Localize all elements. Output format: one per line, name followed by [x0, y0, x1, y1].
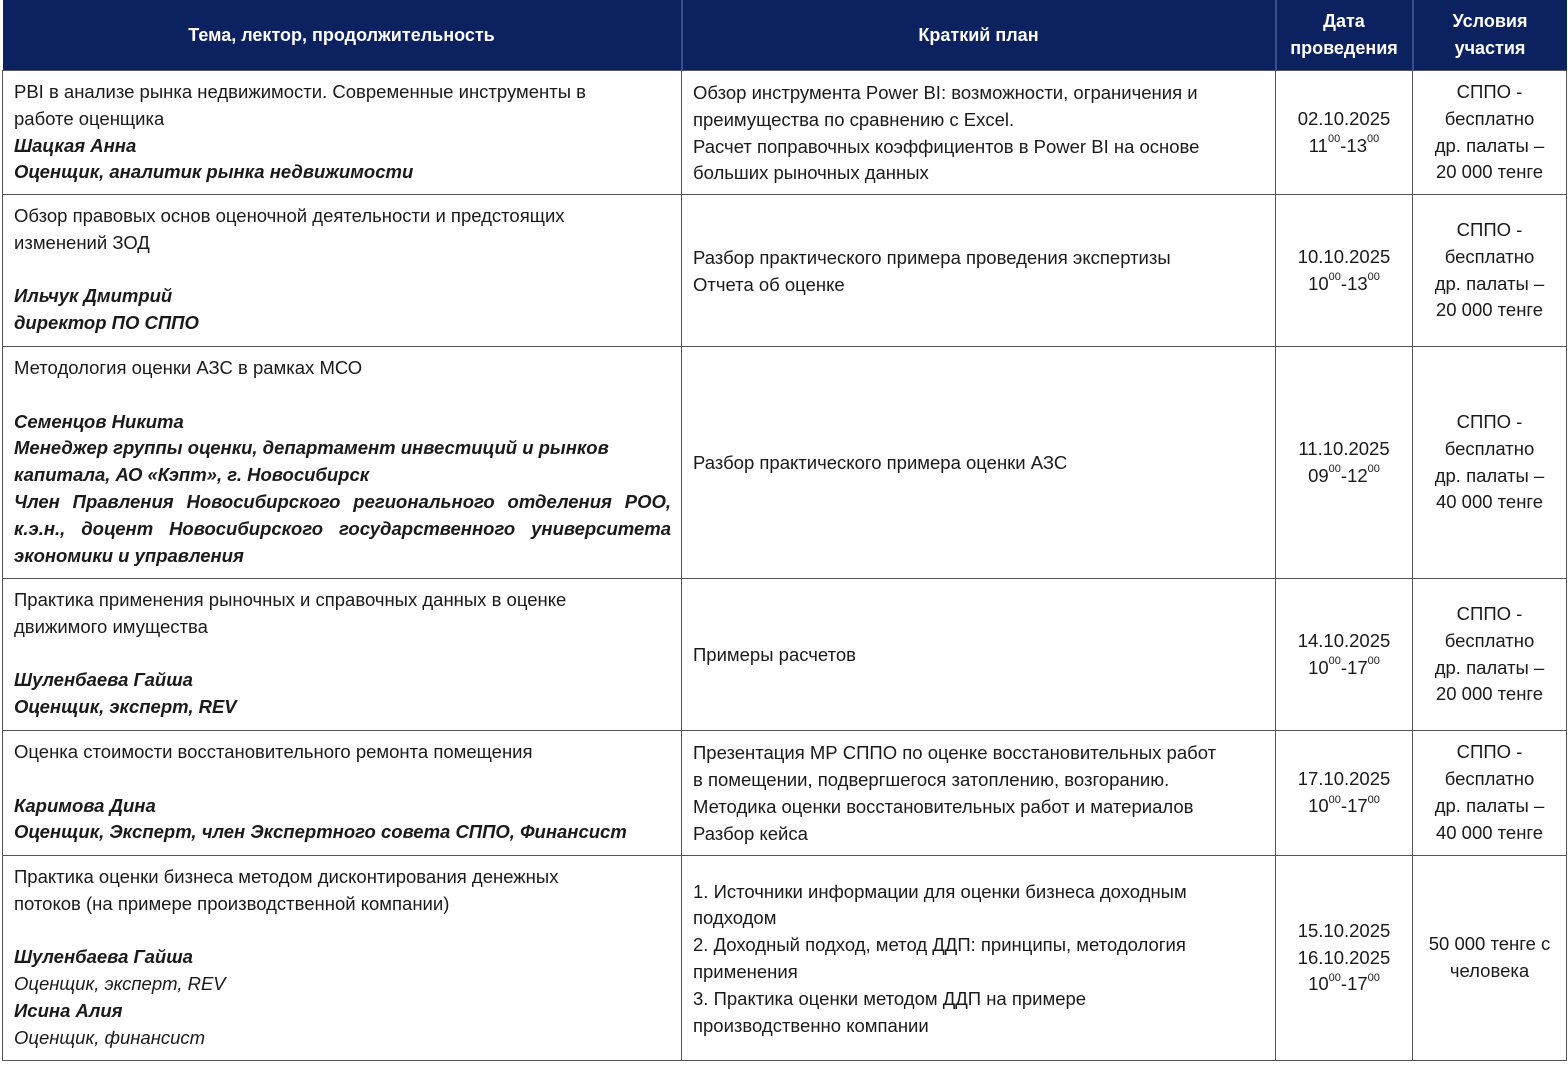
topic-cell [3, 579, 682, 731]
plan-line: в помещении, подвергшегося затоплению, возгоранию. [693, 769, 1170, 791]
plan-cell [682, 195, 1276, 347]
end-minutes: 00 [1367, 655, 1380, 668]
table-row [3, 856, 1567, 1061]
condition-line: др. палаты – [1434, 272, 1545, 294]
condition-line: др. палаты – [1434, 464, 1545, 486]
end-minutes: 00 [1367, 271, 1380, 284]
condition-line: 20 000 тенге [1435, 299, 1544, 321]
header-conditions [1413, 0, 1567, 71]
table-row [3, 195, 1567, 347]
end-hour: 12 [1347, 464, 1368, 486]
topic-line: Оценка стоимости восстановительного ремонта помещения [14, 741, 533, 762]
start-minutes: 00 [1328, 271, 1341, 284]
plan-line: преимущества по сравнению с Excel. [693, 108, 1015, 130]
date-line: 15.10.2025 [1297, 919, 1391, 941]
lecturer-line: Семенцов Никита [14, 410, 184, 432]
time-range: $11^{00}-13^{00}$ [1308, 133, 1380, 156]
date-line: 02.10.2025 [1297, 107, 1391, 129]
conditions-cell [1413, 71, 1567, 195]
start-minutes: 00 [1327, 133, 1341, 146]
date-cell [1276, 71, 1413, 195]
condition-line: бесплатно [1444, 629, 1535, 651]
plan-cell [682, 856, 1276, 1061]
plan-line: применения [693, 961, 798, 982]
start-minutes: 00 [1328, 463, 1341, 476]
conditions-cell [1413, 579, 1567, 731]
lecturer-line: Ильчук Дмитрий [14, 285, 173, 307]
time-range: $10^{00}-17^{00}$ [1308, 972, 1380, 995]
conditions-cell [1413, 347, 1567, 579]
conditions-cell [1413, 731, 1567, 856]
condition-line: др. палаты – [1434, 656, 1545, 678]
condition-line: бесплатно [1444, 768, 1535, 790]
date-line: 16.10.2025 [1297, 946, 1391, 968]
condition-line: СППО - [1456, 741, 1523, 763]
lecturer-role-line: Оценщик, эксперт, REV [14, 973, 226, 995]
plan-cell [682, 579, 1276, 731]
lecturer-line: Шацкая Анна [14, 134, 137, 156]
lecturer-line: директор ПО СППО [14, 312, 199, 334]
end-minutes: 00 [1367, 972, 1380, 985]
topic-line [14, 257, 671, 284]
plan-line: подходом [693, 907, 777, 929]
condition-line: 40 000 тенге [1435, 491, 1544, 513]
condition-line: бесплатно [1444, 107, 1535, 129]
plan-line: Разбор кейса [693, 822, 808, 844]
condition-line: 40 000 тенге [1435, 821, 1544, 843]
topic-line [14, 641, 671, 668]
date-line: 10.10.2025 [1297, 245, 1391, 267]
header-conditions-line: Условия [1452, 11, 1528, 31]
end-hour: 13 [1347, 272, 1368, 294]
topic-line: движимого имущества [14, 615, 208, 637]
topic-line: Практика оценки бизнеса методом дисконтирования денежных [14, 866, 559, 887]
lecturer-line: Член Правления Новосибирского регионального отделения РОО, [14, 490, 671, 512]
date-cell [1276, 731, 1413, 856]
plan-line: 1. Источники информации для оценки бизнеса доходным [693, 880, 1187, 902]
start-minutes: 00 [1328, 793, 1341, 806]
start-hour: 10 [1308, 973, 1329, 995]
header-row [3, 0, 1567, 71]
start-hour: 09 [1308, 464, 1329, 486]
plan-line: больших рыночных данных [693, 162, 929, 184]
date-cell [1276, 579, 1413, 731]
condition-line: СППО - [1456, 218, 1523, 240]
start-minutes: 00 [1328, 972, 1341, 985]
condition-line: др. палаты – [1434, 134, 1545, 156]
topic-line [14, 918, 671, 945]
plan-line: Обзор инструмента Power BI: возможности, ограничения и [693, 81, 1198, 103]
end-minutes: 00 [1367, 793, 1380, 806]
condition-line: бесплатно [1444, 437, 1535, 459]
time-range: $10^{00}-17^{00}$ [1308, 793, 1380, 816]
start-hour: 10 [1308, 795, 1329, 816]
start-minutes: 00 [1328, 655, 1341, 668]
plan-line: Примеры расчетов [693, 644, 856, 666]
topic-line [14, 766, 671, 793]
start-hour: 10 [1308, 272, 1329, 294]
topic-line [14, 382, 671, 409]
condition-line: человека [1449, 960, 1530, 981]
lecturer-line: экономики и управления [14, 544, 244, 566]
topic-cell [3, 731, 682, 856]
topic-cell [3, 195, 682, 347]
lecturer-line: Шуленбаева Гайша [14, 946, 193, 968]
condition-line: др. палаты – [1434, 795, 1545, 816]
lecturer-line: Шуленбаева Гайша [14, 669, 193, 691]
condition-line: 50 000 тенге с [1428, 933, 1551, 955]
header-date [1276, 0, 1413, 71]
condition-line: СППО - [1456, 410, 1523, 432]
topic-line: PBI в анализе рынка недвижимости. Современные инструменты в [14, 81, 586, 102]
topic-line: изменений ЗОД [14, 231, 150, 253]
end-hour: 13 [1346, 134, 1367, 156]
date-line: 14.10.2025 [1297, 629, 1391, 651]
lecturer-line: Менеджер группы оценки, департамент инвестиций и рынков [14, 437, 609, 459]
conditions-cell [1413, 856, 1567, 1061]
plan-line: Методика оценки восстановительных работ и материалов [693, 796, 1194, 817]
lecturer-role-line: Оценщик, финансист [14, 1026, 206, 1048]
plan-line: 2. Доходный подход, метод ДДП: принципы, методология [693, 934, 1186, 956]
plan-line: производственно компании [693, 1014, 929, 1036]
header-plan: Краткий план [682, 0, 1276, 71]
topic-cell [3, 71, 682, 195]
topic-line: Методология оценки АЗС в рамках МСО [14, 357, 363, 378]
end-hour: 17 [1347, 795, 1368, 816]
start-hour: 11 [1308, 134, 1328, 156]
topic-cell [3, 347, 682, 579]
plan-cell [682, 731, 1276, 856]
lecturer-line: Оценщик, аналитик рынка недвижимости [14, 161, 414, 183]
conditions-cell [1413, 195, 1567, 347]
plan-line: Разбор практического примера проведения экспертизы [693, 246, 1171, 268]
lecturer-line: Каримова Дина [14, 794, 156, 816]
plan-line: Расчет поправочных коэффициентов в Power BI на основе [693, 135, 1200, 157]
plan-cell [682, 347, 1276, 579]
end-minutes: 00 [1367, 463, 1380, 476]
header-date-line: Дата [1323, 11, 1365, 31]
lecturer-line: Исина Алия [14, 999, 123, 1021]
plan-cell [682, 71, 1276, 195]
time-range: $10^{00}-17^{00}$ [1308, 655, 1380, 678]
condition-line: 20 000 тенге [1435, 683, 1544, 705]
topic-line: Обзор правовых основ оценочной деятельности и предстоящих [14, 205, 565, 226]
seminar-schedule-table [2, 0, 1567, 1061]
table-row [3, 347, 1567, 579]
header-conditions-line: участия [1454, 38, 1526, 58]
table-row [3, 71, 1567, 195]
end-hour: 17 [1347, 973, 1368, 995]
lecturer-line: к.э.н., доцент Новосибирского государственного университета [14, 517, 671, 539]
plan-line: Отчета об оценке [693, 273, 845, 295]
end-hour: 17 [1347, 656, 1368, 678]
end-minutes: 00 [1366, 133, 1380, 146]
date-line: 11.10.2025 [1298, 437, 1390, 459]
lecturer-line: Оценщик, Эксперт, член Экспертного совета СППО, Финансист [14, 821, 627, 843]
table-row [3, 579, 1567, 731]
header-topic: Тема, лектор, продолжительность [3, 0, 682, 71]
date-cell [1276, 347, 1413, 579]
condition-line: 20 000 тенге [1435, 161, 1544, 183]
header-date-line: проведения [1290, 38, 1398, 58]
plan-line: Презентация МР СППО по оценке восстановительных работ [693, 742, 1217, 764]
plan-line: Разбор практического примера оценки АЗС [693, 452, 1068, 474]
condition-line: бесплатно [1444, 245, 1535, 267]
condition-line: СППО - [1456, 602, 1523, 624]
topic-line: потоков (на примере производственной компании) [14, 892, 450, 914]
lecturer-line: Оценщик, эксперт, REV [14, 696, 237, 718]
time-range: $09^{00}-12^{00}$ [1308, 463, 1380, 486]
condition-line: СППО - [1456, 80, 1523, 102]
table-row [3, 731, 1567, 856]
lecturer-line: капитала, АО «Кэпт», г. Новосибирск [14, 464, 370, 486]
topic-line: Практика применения рыночных и справочных данных в оценке [14, 589, 567, 610]
date-line: 17.10.2025 [1297, 768, 1391, 790]
date-cell [1276, 195, 1413, 347]
plan-line: 3. Практика оценки методом ДДП на примере [693, 987, 1087, 1009]
start-hour: 10 [1308, 656, 1329, 678]
time-range: $10^{00}-13^{00}$ [1308, 271, 1380, 294]
date-cell [1276, 856, 1413, 1061]
topic-line: работе оценщика [14, 107, 165, 129]
topic-cell [3, 856, 682, 1061]
